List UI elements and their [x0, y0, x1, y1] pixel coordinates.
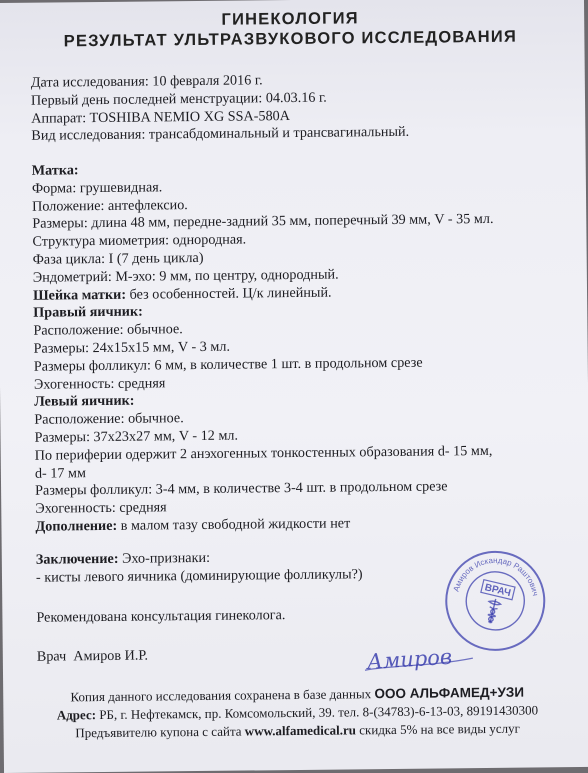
- cervix-text: без особенностей. Ц/к линейный.: [129, 284, 332, 303]
- device: Аппарат: TOSHIBA NEMIO XG SSA-580A: [31, 107, 291, 127]
- footer-coupon-suffix: скидка 5% на все виды услуг: [359, 720, 520, 738]
- right-ovary-heading: Правый яичник:: [33, 303, 143, 322]
- report-subtitle: РЕЗУЛЬТАТ УЛЬТРАЗВУКОВОГО ИССЛЕДОВАНИЯ: [63, 27, 518, 51]
- stamp-center-text: ВРАЧ: [483, 582, 512, 600]
- uterus-shape: Форма: грушевидная.: [31, 179, 163, 197]
- myometrium-structure: Структура миометрия: однородная.: [32, 231, 247, 250]
- findings: [32, 157, 566, 536]
- footer-address-label: Адрес:: [56, 707, 97, 723]
- cervix-label: Шейка матки:: [32, 286, 127, 304]
- left-ovary-heading: Левый яичник:: [34, 393, 135, 411]
- addition-text: в малом тазу свободной жидкости нет: [120, 515, 351, 534]
- uterus-sizes: Размеры: длина 48 мм, передне-задний 35 мм, поперечный 39 мм, V - 35 мл.: [32, 211, 494, 233]
- right-ovary-location: Расположение: обычное.: [33, 321, 183, 339]
- addition-label: Дополнение:: [35, 517, 118, 535]
- footer-coupon-prefix: Предъявителю купона с сайта: [75, 723, 242, 741]
- exam-meta: [31, 69, 562, 146]
- left-ovary-sizes: Размеры: 37x23x27 мм, V - 12 мл.: [34, 427, 239, 446]
- signature-text: Амиров: [366, 644, 453, 674]
- cycle-phase: Фаза цикла: I (7 день цикла): [32, 249, 204, 268]
- conclusion-text: Эхо-признаки:: [121, 549, 211, 567]
- conclusion-item: - кисты левого яичника (доминирующие фолликулы?): [35, 566, 363, 586]
- footer-address-text: РБ, г. Нефтекамск, пр. Комсомольский, 39. тел. 8-(34783)-6-13-03, 89191430300: [99, 702, 539, 723]
- recommendation: Рекомендована консультация гинеколога.: [36, 606, 286, 626]
- left-ovary-echogenicity: Эхогенность: средняя: [35, 499, 167, 517]
- right-ovary-sizes: Размеры: 24x15x15 мм, V - 3 мл.: [33, 338, 231, 357]
- uterus-position: Положение: антефлексио.: [32, 196, 188, 215]
- footer-coupon: [4, 720, 588, 742]
- right-ovary-echogenicity: Эхогенность: средняя: [33, 374, 166, 393]
- exam-date: Дата исследования: 10 февраля 2016 г.: [30, 72, 263, 91]
- stamp-ring-text: Амиров Искандар Раштович: [451, 555, 540, 597]
- left-ovary-follicles: Размеры фолликул: 3-4 мм, в количестве 3-4 шт. в продольном срезе: [35, 478, 448, 500]
- left-ovary-location: Расположение: обычное.: [34, 410, 184, 428]
- left-ovary-periphery-cont: d- 17 мм: [34, 464, 87, 482]
- caduceus-icon: [484, 598, 501, 625]
- exam-type: Вид исследования: трансабдоминальный и трансвагинальный.: [31, 124, 410, 145]
- left-ovary-periphery: По периферии одержит 2 анэхогенных тонкостенных образования d- 15 мм,: [34, 442, 493, 464]
- conclusion-label: Заключение:: [35, 550, 119, 568]
- right-ovary-follicles: Размеры фолликул: 6 мм, в количестве 1 шт. в продольном срезе: [33, 354, 423, 375]
- footer-site-link[interactable]: www.alfamedical.ru: [244, 722, 357, 739]
- footer-db-text: Копия данного исследования сохранена в базе данных: [70, 686, 372, 705]
- endometrium: Эндометрий: М-эхо: 9 мм, по центру, однородный.: [32, 266, 339, 286]
- footer-org: ООО АЛЬФАМЕД+УЗИ: [374, 684, 525, 702]
- last-menstruation: Первый день последней менструации: 04.03.16 г.: [30, 89, 327, 109]
- uterus-heading: Матка:: [31, 162, 79, 179]
- doctor-signature: [361, 638, 479, 677]
- report-title: ГИНЕКОЛОГИЯ: [221, 9, 359, 29]
- doctor-name: Врач Амиров И.Р.: [36, 647, 149, 666]
